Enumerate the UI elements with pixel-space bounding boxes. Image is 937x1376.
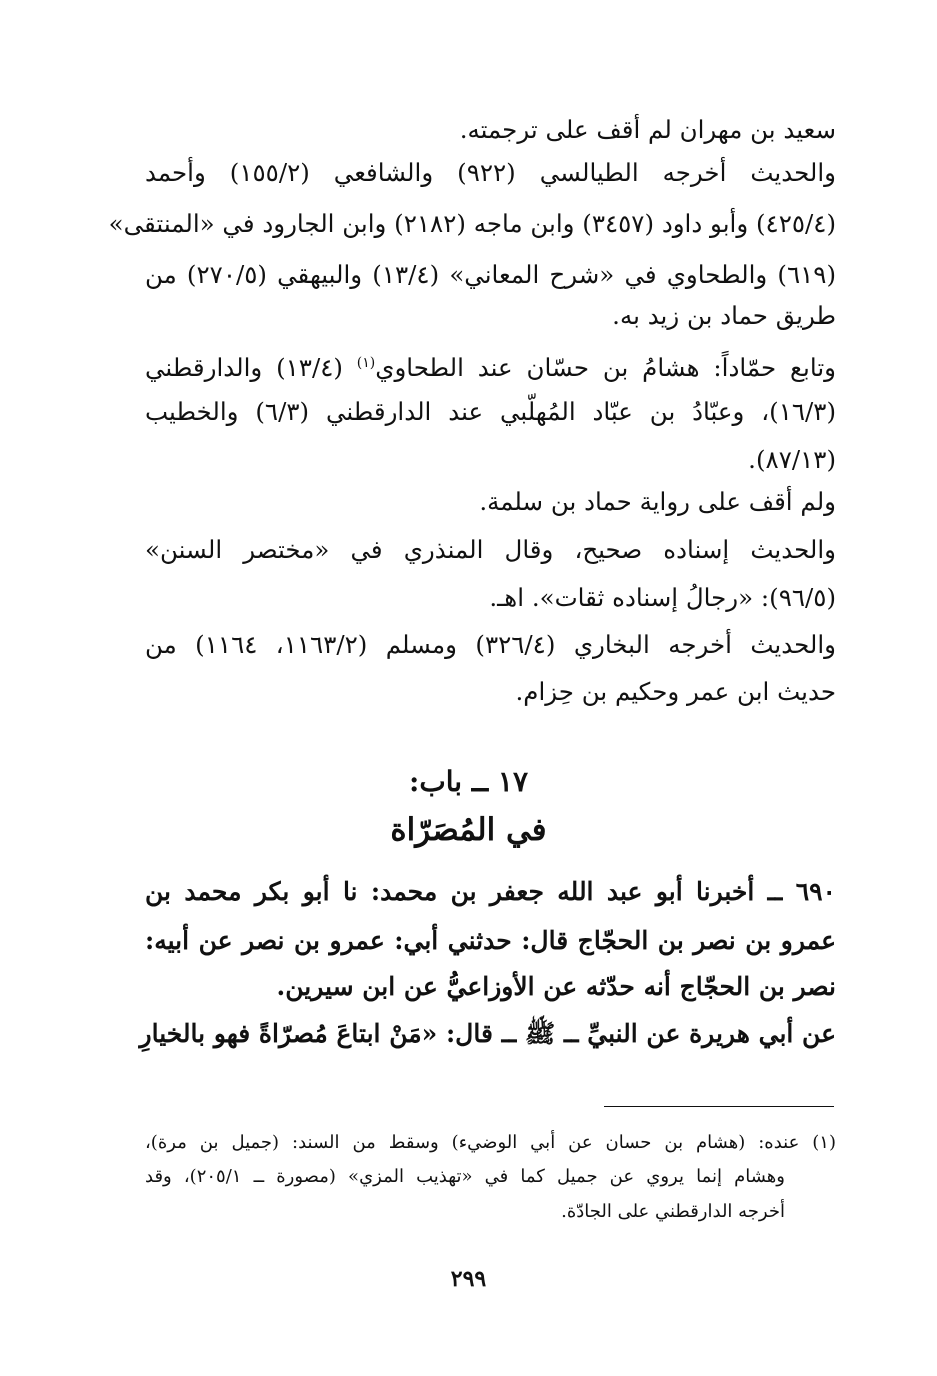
body-line-7: (١٦/٣)، وعبّادُ بن عبّاد المُهلّبي عند الدارقطني (٦/٣) والخطيب: [145, 397, 837, 426]
footnote-line-1: (١) عنده: (هشام بن حسان عن أبي الوضيء) وسقط من السند: (جميل بن مرة)،: [145, 1132, 836, 1153]
body-line-5: طريق حماد بن زيد به.: [612, 301, 836, 330]
hadith-line-1: ٦٩٠ ــ أخبرنا أبو عبد الله جعفر بن محمد: نا أبو بكر محمد بن: [145, 877, 836, 906]
body-line-6-tail: (١٣/٤) والدارقطني: [145, 353, 343, 383]
chapter-number: ١٧ ــ باب:: [409, 765, 528, 798]
body-line-6-text: وتابع حمّاداً: هشامُ بن حسّان عند الطحاوي: [375, 353, 836, 383]
hadith-line-3: نصر بن الحجّاج أنه حدّثه عن الأوزاعيُّ عن ابن سيرين.: [276, 972, 836, 1001]
hadith-line-2: عمرو بن نصر بن الحجّاج قال: حدثني أبي: عمرو بن نصر عن أبيه:: [145, 926, 836, 955]
footnote-line-2: وهشام إنما يروي عن جميل كما في «تهذيب المزي» (مصورة ــ ٢٠٥/١)، وقد: [145, 1166, 785, 1187]
footnote-line-3: أخرجه الدارقطني على الجادّة.: [561, 1201, 785, 1222]
chapter-title: في المُصَرّاة: [390, 812, 547, 848]
body-line-4: (٦١٩) والطحاوي في «شرح المعاني» (١٣/٤) والبيهقي (٢٧٠/٥) من: [145, 260, 836, 289]
page-number: ٢٩٩: [450, 1266, 487, 1292]
body-line-6: [145, 343, 836, 383]
body-line-9: ولم أقف على رواية حماد بن سلمة.: [479, 487, 836, 516]
hadith-line-4: عن أبي هريرة عن النبيِّ ــ ﷺ ــ قال: «مَنْ ابتاعَ مُصرّاةً فهو بالخيارِ: [139, 1019, 836, 1048]
body-line-11: (٩٦/٥): «رجالُ إسناده ثقات». اهـ.: [489, 583, 836, 612]
footnote-separator: [604, 1106, 834, 1107]
footnote-marker: (١): [356, 355, 376, 371]
body-line-10: والحديث إسناده صحيح، وقال المنذري في «مختصر السنن»: [145, 535, 836, 564]
body-line-2: والحديث أخرجه الطيالسي (٩٢٢) والشافعي (١٥٥/٢) وأحمد: [145, 158, 837, 187]
body-line-3: (٤٢٥/٤) وأبو داود (٣٤٥٧) وابن ماجه (٢١٨٢) وابن الجارود في «المنتقى»: [108, 209, 836, 238]
body-line-13: حديث ابن عمر وحكيم بن حِزام.: [515, 677, 836, 706]
body-line-1: سعيد بن مهران لم أقف على ترجمته.: [459, 115, 836, 144]
body-line-8: (٨٧/١٣).: [748, 445, 836, 474]
body-line-12: والحديث أخرجه البخاري (٣٢٦/٤) ومسلم (١١٦٣/٢، ١١٦٤) من: [145, 630, 837, 659]
